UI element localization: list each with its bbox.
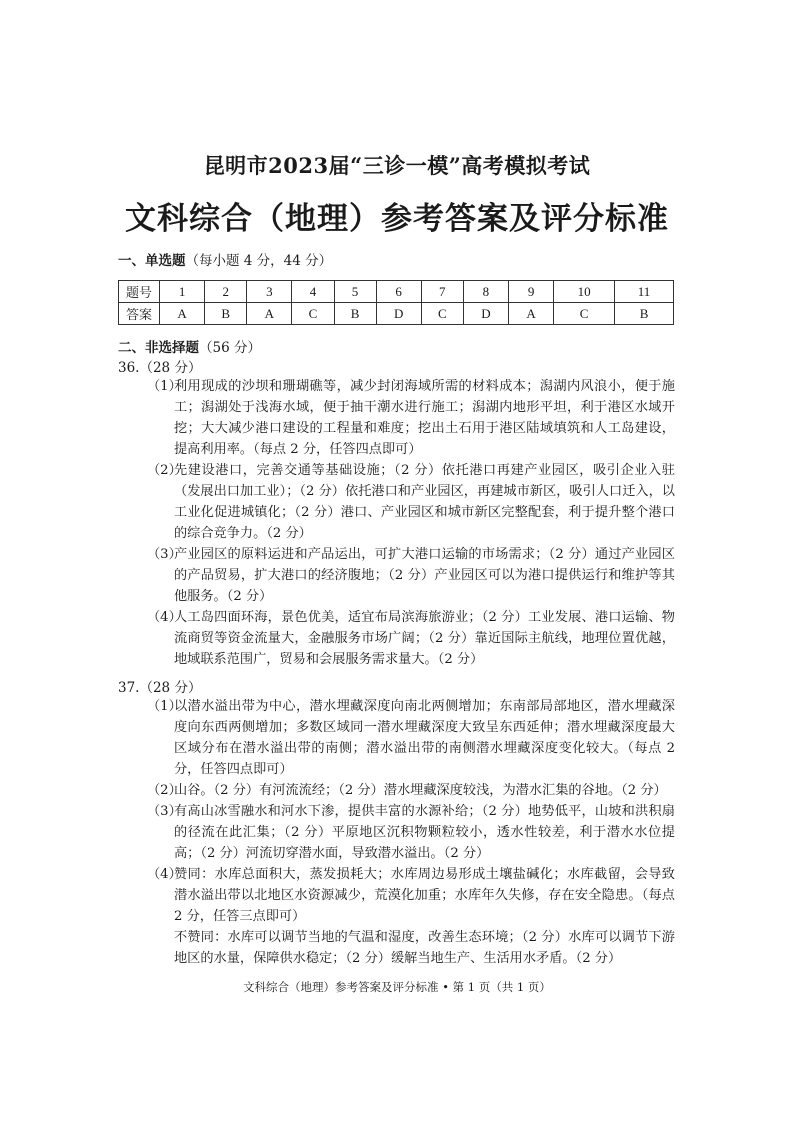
item-text: 先建设港口，完善交通等基础设施；（2 分）依托港口再建产业园区，吸引企业入驻（发展出口加工业）；（2 分）依托港口和产业园区，再建城市新区，吸引人口迁入，以工业化促进城镇化；（2 分）港口、产业园区和城市新区完整配套，利于提升整个港口的综合竞争力。（2 分）	[174, 463, 675, 541]
question-number: 4	[292, 281, 334, 303]
section-single-choice-heading	[118, 249, 332, 269]
answer-cell: C	[554, 303, 615, 325]
q37-item-1	[147, 696, 675, 780]
item-text: 利用现成的沙坝和珊瑚礁等，减少封闭海域所需的材料成本；潟湖内风浪小，便于施工；潟湖处于浅海水域，便于抽干潮水进行施工；潟湖内地形平坦，利于港区水域开挖；大大减少港口建设的工程量和难度；挖出土石用于港区陆域填筑和人工岛建设，提高利用率。（每点 2 分，任答四点即可）	[174, 379, 675, 457]
q36-item-2	[147, 460, 675, 544]
item-text: 有高山冰雪融水和河水下渗，提供丰富的水源补给；（2 分）地势低平，山坡和洪积扇的径流在此汇集；（2 分）平原地区沉积物颗粒较小，透水性较差，利于潜水水位提高；（2 分）河流切穿潜水面，导致潜水溢出。（2 分）	[174, 804, 675, 861]
q37-item-2	[147, 780, 675, 801]
section-note: （56 分）	[199, 340, 261, 356]
question-37-heading: 37.（28 分）	[118, 680, 202, 696]
question-number: 3	[247, 281, 292, 303]
section-label: 一、单选题	[118, 253, 186, 269]
question-number: 2	[205, 281, 247, 303]
item-number: （3）	[147, 804, 182, 819]
answer-cell: C	[292, 303, 334, 325]
answer-cell: D	[463, 303, 508, 325]
question-number: 7	[421, 281, 463, 303]
answer-cell: D	[376, 303, 421, 325]
row-label-question: 题号	[119, 281, 160, 303]
q36-item-1	[147, 376, 675, 460]
answer-key-title: 文科综合（地理）参考答案及评分标准	[125, 201, 669, 237]
item-text: 以潜水溢出带为中心，潜水埋藏深度向南北两侧增加；东南部局部地区，潜水埋藏深度向东西两侧增加；多数区域同一潜水埋藏深度大致呈东西延伸；潜水埋藏深度最大区域分布在潜水溢出带的南侧；潜水溢出带的南侧潜水埋藏深度变化较大。（每点 2 分，任答四点即可）	[174, 699, 675, 777]
table-row-answers	[119, 303, 674, 325]
table-row-questions	[119, 281, 674, 303]
item-number: （4）	[147, 610, 182, 625]
q37-item-4-alternative: 不赞同：水库可以调节当地的气温和湿度，改善生态环境；（2 分）水库可以调节下游地区的水量，保障供水稳定；（2 分）缓解当地生产、生活用水矛盾。（2 分）	[174, 930, 675, 966]
answer-cell: A	[509, 303, 554, 325]
item-number: （2）	[147, 783, 182, 798]
item-text: 产业园区的原料运进和产品运出，可扩大港口运输的市场需求；（2 分）通过产业园区的产品贸易，扩大港口的经济腹地；（2 分）产业园区可以为港口提供运行和维护等其他服务。（2 分）	[174, 547, 675, 604]
section-note: （每小题 4 分，44 分）	[185, 253, 333, 269]
item-text: 人工岛四面环海，景色优美，适宜布局滨海旅游业；（2 分）工业发展、港口运输、物流商贸等资金流量大，金融服务市场广阔；（2 分）靠近国际主航线，地理位置优越，地域联系范围广，贸易和会展服务需求量大。（2 分）	[174, 610, 675, 667]
answer-cell: B	[615, 303, 674, 325]
exam-title: 昆明市2023届“三诊一模”高考模拟考试	[203, 153, 591, 178]
question-number: 8	[463, 281, 508, 303]
item-number: （2）	[147, 463, 182, 478]
answer-cell: C	[421, 303, 463, 325]
question-number: 6	[376, 281, 421, 303]
question-number: 5	[334, 281, 376, 303]
answer-cell: B	[205, 303, 247, 325]
item-number: （1）	[147, 379, 182, 394]
answer-table	[118, 280, 674, 325]
item-number: （1）	[147, 699, 182, 714]
item-text: 山谷。（2 分）有河流流经；（2 分）潜水埋藏深度较浅，为潜水汇集的谷地。（2 分）	[174, 783, 667, 798]
question-number: 10	[554, 281, 615, 303]
question-number: 11	[615, 281, 674, 303]
section-free-response-heading	[118, 336, 261, 356]
section-label: 二、非选择题	[118, 340, 199, 356]
answer-cell: A	[247, 303, 292, 325]
item-text: 赞同：水库总面积大，蒸发损耗大；水库周边易形成土壤盐碱化；水库截留，会导致潜水溢出带以北地区水资源减少，荒漠化加重；水库年久失修，存在安全隐患。（每点 2 分，任答三点即可）	[174, 867, 675, 924]
item-number: （4）	[147, 867, 182, 882]
page-footer: 文科综合（地理）参考答案及评分标准 • 第 1 页（共 1 页）	[243, 980, 551, 994]
q36-item-4	[147, 607, 675, 670]
question-36-heading: 36.（28 分）	[118, 360, 202, 376]
item-number: （3）	[147, 547, 182, 562]
q37-item-3	[147, 801, 675, 864]
answer-cell: A	[160, 303, 205, 325]
question-number: 9	[509, 281, 554, 303]
answer-cell: B	[334, 303, 376, 325]
q36-item-3	[147, 544, 675, 607]
q37-item-4	[147, 864, 675, 927]
row-label-answer: 答案	[119, 303, 160, 325]
question-number: 1	[160, 281, 205, 303]
